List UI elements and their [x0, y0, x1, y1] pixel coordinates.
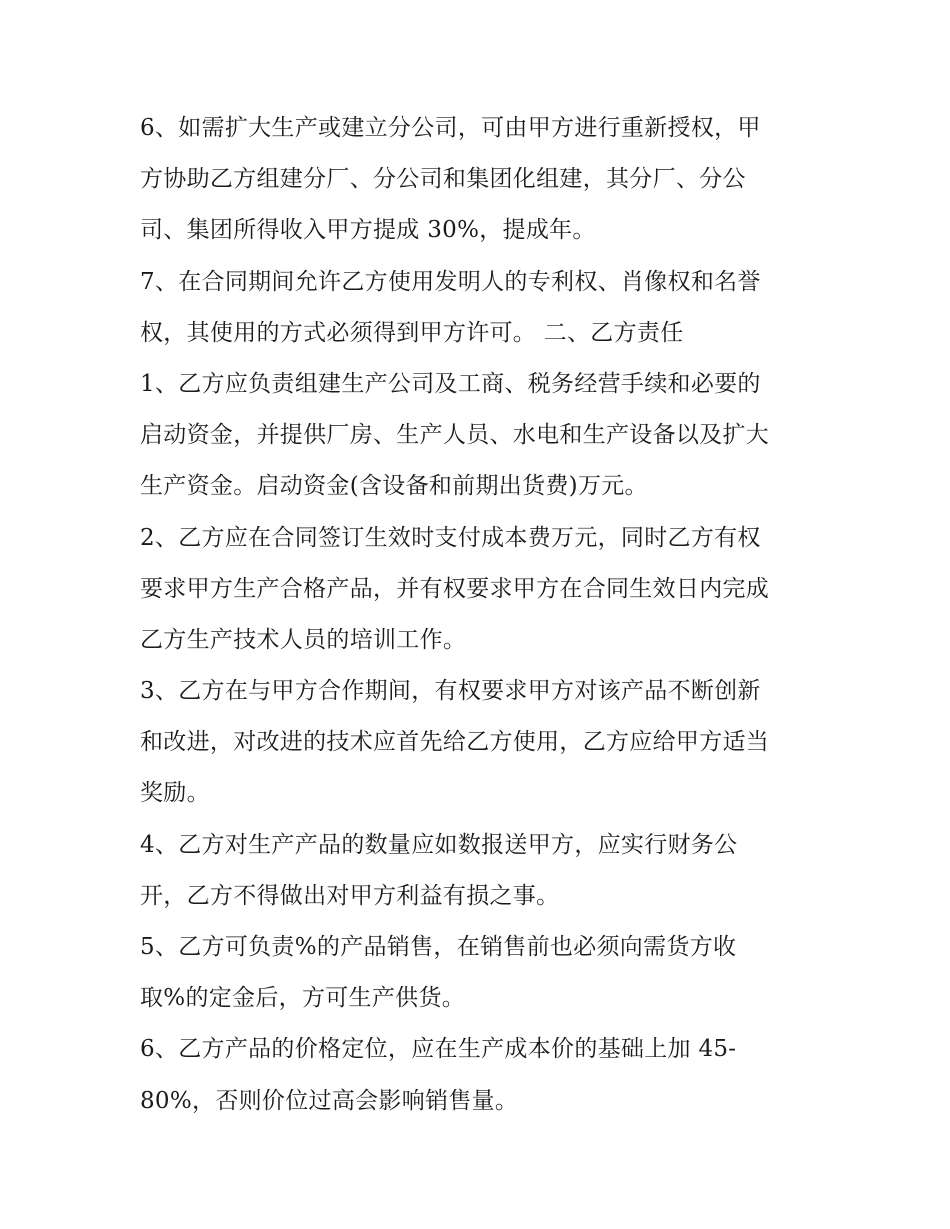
- document-body: [140, 103, 830, 1127]
- text-line: 5、乙方可负责%的产品销售，在销售前也必须向需货方收: [140, 934, 737, 960]
- text-line: 6、乙方产品的价格定位，应在生产成本价的基础上加 45-: [140, 1036, 737, 1063]
- text-line: 7、在合同期间允许乙方使用发明人的专利权、肖像权和名誉: [140, 268, 761, 295]
- text-line: 6、如需扩大生产或建立分公司，可由甲方进行重新授权，甲: [140, 115, 761, 141]
- text-line: 启动资金，并提供厂房、生产人员、水电和生产设备以及扩大: [140, 422, 770, 449]
- text-line: 80%，否则价位过高会影响销售量。: [140, 1087, 519, 1114]
- text-line: 方协助乙方组建分厂、分公司和集团化组建，其分厂、分公: [140, 166, 746, 193]
- text-line: 生产资金。启动资金(含设备和前期出货费)万元。: [140, 473, 648, 500]
- text-line: 权，其使用的方式必须得到甲方许可。 二、乙方责任: [140, 319, 684, 346]
- text-line: 开，乙方不得做出对甲方利益有损之事。: [140, 882, 560, 909]
- text-line: 乙方生产技术人员的培训工作。: [140, 626, 467, 653]
- text-line: 司、集团所得收入甲方提成 30%，提成年。: [140, 217, 596, 244]
- text-line: 1、乙方应负责组建生产公司及工商、税务经营手续和必要的: [140, 370, 761, 397]
- text-line: 3、乙方在与甲方合作期间，有权要求甲方对该产品不断创新: [140, 678, 761, 705]
- text-line: 2、乙方应在合同签订生效时支付成本费万元，同时乙方有权: [140, 524, 761, 551]
- text-line: 要求甲方生产合格产品，并有权要求甲方在合同生效日内完成: [140, 575, 770, 602]
- text-line: 奖励。: [140, 780, 210, 807]
- text-line: 和改进，对改进的技术应首先给乙方使用，乙方应给甲方适当: [140, 729, 770, 756]
- text-line: 取%的定金后，方可生产供货。: [140, 985, 466, 1012]
- text-line: 4、乙方对生产产品的数量应如数报送甲方，应实行财务公: [140, 831, 738, 858]
